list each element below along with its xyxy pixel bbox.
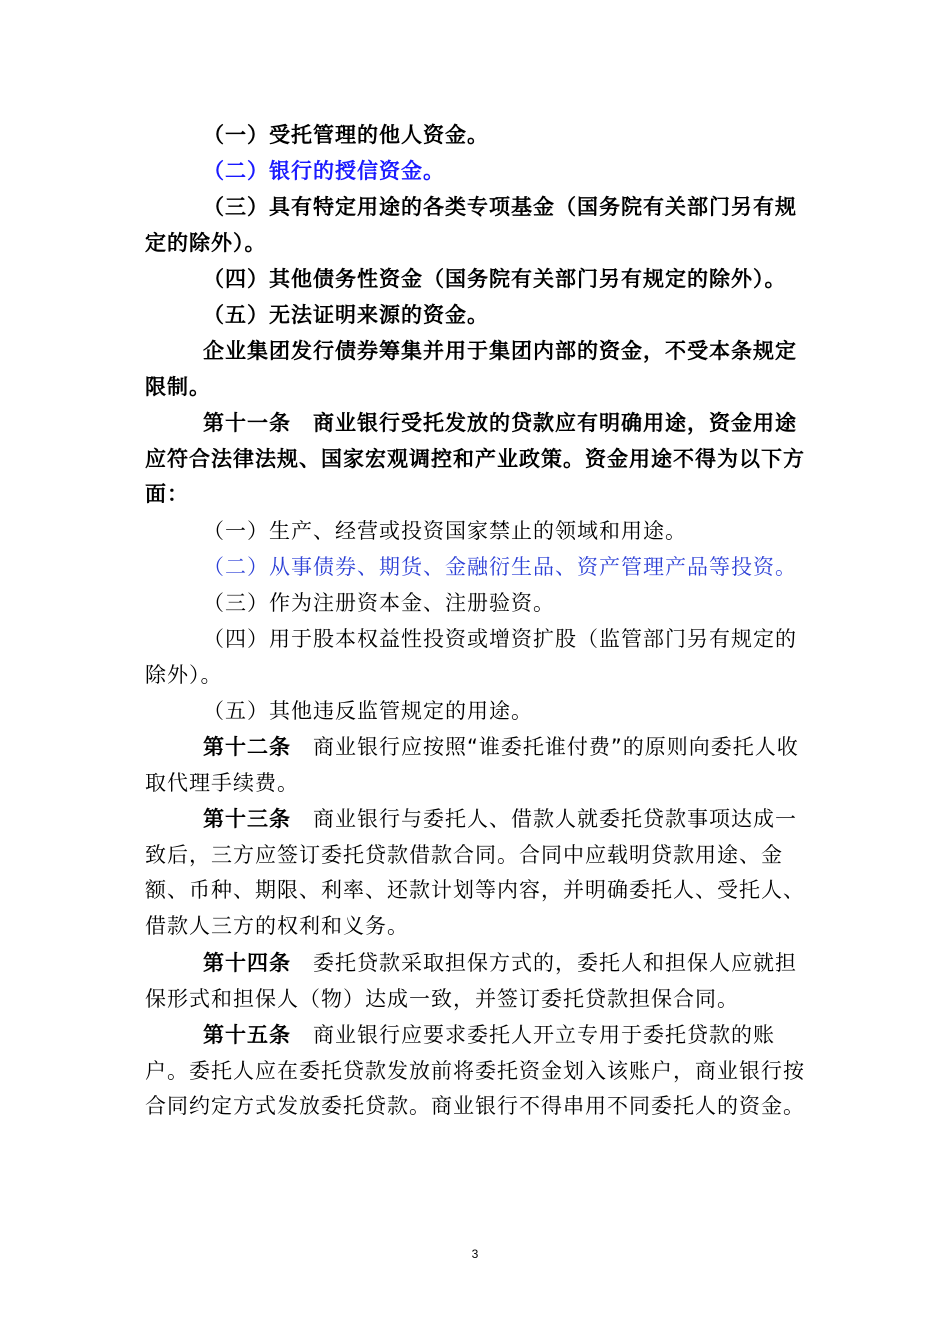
article-15 [145,1018,805,1125]
article-12 [145,730,805,801]
article-12-body: 商业银行应按照“谁委托谁付费”的原则向委托人收取代理手续费。 [145,735,799,795]
article-11 [145,406,805,513]
article-13 [145,802,805,944]
article-11-item-5: （五）其他违反监管规定的用途。 [203,699,533,723]
article-11-heading: 第十一条 [203,411,291,435]
article-11-item-2: （二）从事债券、期货、金融衍生品、资产管理产品等投资。 [203,555,797,579]
clause-1-item-3: （三）具有特定用途的各类专项基金（国务院有关部门另有规定的除外）。 [145,195,797,255]
article-15-body: 商业银行应要求委托人开立专用于委托贷款的账户。委托人应在委托贷款发放前将委托资金划入该账户，商业银行按合同约定方式发放委托贷款。商业银行不得串用不同委托人的资金。 [145,1023,805,1118]
clause-1-item-4: （四）其他债务性资金（国务院有关部门另有规定的除外）。 [203,267,787,291]
clause-1-exception: 企业集团发行债券筹集并用于集团内部的资金，不受本条规定限制。 [145,339,797,399]
clause-1-item-1: （一）受托管理的他人资金。 [203,123,489,147]
clause-1-item-5: （五）无法证明来源的资金。 [203,303,489,327]
article-13-heading: 第十三条 [203,807,291,831]
article-14-body: 委托贷款采取担保方式的，委托人和担保人应就担保形式和担保人（物）达成一致，并签订委托贷款担保合同。 [145,951,797,1011]
article-12-heading: 第十二条 [203,735,291,759]
clause-1-item-2: （二）银行的授信资金。 [203,159,445,183]
article-14 [145,946,805,1017]
article-11-item-3: （三）作为注册资本金、注册验资。 [203,591,555,615]
article-13-body: 商业银行与委托人、借款人就委托贷款事项达成一致后，三方应签订委托贷款借款合同。合同中应载明贷款用途、金额、币种、期限、利率、还款计划等内容，并明确委托人、受托人、借款人三方的权利和义务。 [145,807,805,938]
article-11-item-1: （一）生产、经营或投资国家禁止的领域和用途。 [203,519,687,543]
page-number: 3 [471,1247,479,1261]
article-11-item-4: （四）用于股本权益性投资或增资扩股（监管部门另有规定的除外）。 [145,627,797,687]
article-15-heading: 第十五条 [203,1023,291,1047]
article-11-body: 商业银行受托发放的贷款应有明确用途，资金用途应符合法律法规、国家宏观调控和产业政策。资金用途不得为以下方面： [145,411,805,506]
article-14-heading: 第十四条 [203,951,291,975]
